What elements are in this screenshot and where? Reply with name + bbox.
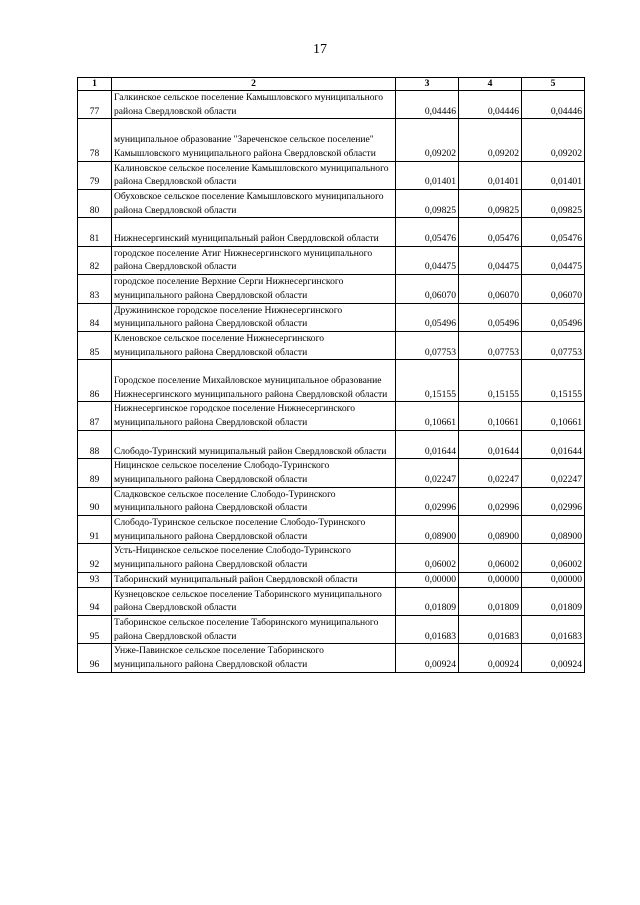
value-col-3: 0,06070: [396, 275, 459, 303]
page-number: 17: [313, 42, 327, 57]
table-row: [78, 360, 585, 402]
row-number: 93: [78, 572, 112, 587]
value-col-4: 0,02247: [459, 459, 522, 487]
municipality-name: Сладковское сельское поселение Слободо-Туринского муниципального района Свердловской области: [112, 487, 396, 515]
value-col-5: 0,02247: [522, 459, 585, 487]
value-col-5: 0,01401: [522, 161, 585, 189]
value-col-4: 0,06070: [459, 275, 522, 303]
table-row: [78, 516, 585, 544]
value-col-4: 0,00000: [459, 572, 522, 587]
municipality-name: Калиновское сельское поселение Камышловского муниципального района Свердловской области: [112, 161, 396, 189]
row-number: 85: [78, 331, 112, 359]
table-row: [78, 303, 585, 331]
data-table: [77, 77, 585, 673]
row-number: 82: [78, 246, 112, 274]
value-col-5: 0,05476: [522, 218, 585, 246]
value-col-4: 0,04475: [459, 246, 522, 274]
row-number: 90: [78, 487, 112, 515]
value-col-3: 0,00000: [396, 572, 459, 587]
value-col-4: 0,00924: [459, 644, 522, 672]
municipality-name: Слободо-Туринское сельское поселение Слободо-Туринского муниципального района Свердловской области: [112, 516, 396, 544]
value-col-5: 0,09202: [522, 119, 585, 161]
municipality-name: Кленовское сельское поселение Нижнесергинского муниципального района Свердловской области: [112, 331, 396, 359]
row-number: 80: [78, 189, 112, 217]
header-row: [78, 78, 585, 91]
value-col-3: 0,04475: [396, 246, 459, 274]
row-number: 88: [78, 430, 112, 458]
value-col-4: 0,08900: [459, 516, 522, 544]
table-row: [78, 91, 585, 119]
value-col-5: 0,02996: [522, 487, 585, 515]
municipality-name: Таборинское сельское поселение Таборинского муниципального района Свердловской области: [112, 615, 396, 643]
value-col-3: 0,07753: [396, 331, 459, 359]
municipality-name: Обуховское сельское поселение Камышловского муниципального района Свердловской области: [112, 189, 396, 217]
value-col-4: 0,09202: [459, 119, 522, 161]
row-number: 92: [78, 544, 112, 572]
table-row: [78, 587, 585, 615]
value-col-3: 0,00924: [396, 644, 459, 672]
row-number: 84: [78, 303, 112, 331]
row-number: 78: [78, 119, 112, 161]
value-col-3: 0,09825: [396, 189, 459, 217]
row-number: 87: [78, 402, 112, 430]
value-col-4: 0,10661: [459, 402, 522, 430]
municipality-name: Галкинское сельское поселение Камышловского муниципального района Свердловской области: [112, 91, 396, 119]
row-number: 79: [78, 161, 112, 189]
value-col-4: 0,05496: [459, 303, 522, 331]
value-col-5: 0,04475: [522, 246, 585, 274]
table-body: [78, 91, 585, 673]
municipality-name: Нижнесергинское городское поселение Нижнесергинского муниципального района Свердловской области: [112, 402, 396, 430]
value-col-3: 0,05496: [396, 303, 459, 331]
municipality-name: Кузнецовское сельское поселение Таборинского муниципального района Свердловской области: [112, 587, 396, 615]
value-col-3: 0,02996: [396, 487, 459, 515]
municipality-name: Таборинский муниципальный район Свердловской области: [112, 572, 396, 587]
row-number: 89: [78, 459, 112, 487]
municipality-name: Унже-Павинское сельское поселение Таборинского муниципального района Свердловской области: [112, 644, 396, 672]
value-col-4: 0,01809: [459, 587, 522, 615]
value-col-3: 0,08900: [396, 516, 459, 544]
value-col-4: 0,06002: [459, 544, 522, 572]
municipality-name: Дружининское городское поселение Нижнесергинского муниципального района Свердловской области: [112, 303, 396, 331]
table-row: [78, 246, 585, 274]
value-col-5: 0,10661: [522, 402, 585, 430]
column-header: 2: [112, 78, 396, 91]
column-header: 4: [459, 78, 522, 91]
value-col-3: 0,01683: [396, 615, 459, 643]
value-col-5: 0,07753: [522, 331, 585, 359]
value-col-4: 0,05476: [459, 218, 522, 246]
value-col-5: 0,00000: [522, 572, 585, 587]
table-row: [78, 161, 585, 189]
value-col-3: 0,01809: [396, 587, 459, 615]
value-col-5: 0,15155: [522, 360, 585, 402]
value-col-5: 0,04446: [522, 91, 585, 119]
row-number: 96: [78, 644, 112, 672]
value-col-4: 0,01401: [459, 161, 522, 189]
column-header: 5: [522, 78, 585, 91]
column-header: 3: [396, 78, 459, 91]
value-col-3: 0,06002: [396, 544, 459, 572]
table-row: [78, 275, 585, 303]
value-col-3: 0,01401: [396, 161, 459, 189]
value-col-4: 0,01683: [459, 615, 522, 643]
value-col-3: 0,02247: [396, 459, 459, 487]
value-col-4: 0,15155: [459, 360, 522, 402]
table-row: [78, 615, 585, 643]
value-col-5: 0,00924: [522, 644, 585, 672]
municipality-name: городское поселение Атиг Нижнесергинского муниципального района Свердловской области: [112, 246, 396, 274]
value-col-5: 0,01683: [522, 615, 585, 643]
value-col-5: 0,05496: [522, 303, 585, 331]
value-col-5: 0,01809: [522, 587, 585, 615]
table-row: [78, 487, 585, 515]
row-number: 86: [78, 360, 112, 402]
table-row: [78, 218, 585, 246]
municipality-name: Городское поселение Михайловское муниципальное образование Нижнесергинского муниципального района Свердловской области: [112, 360, 396, 402]
municipality-name: Ницинское сельское поселение Слободо-Туринского муниципального района Свердловской области: [112, 459, 396, 487]
value-col-5: 0,09825: [522, 189, 585, 217]
row-number: 95: [78, 615, 112, 643]
value-col-3: 0,10661: [396, 402, 459, 430]
row-number: 83: [78, 275, 112, 303]
row-number: 81: [78, 218, 112, 246]
value-col-3: 0,01644: [396, 430, 459, 458]
value-col-4: 0,04446: [459, 91, 522, 119]
value-col-3: 0,04446: [396, 91, 459, 119]
value-col-4: 0,02996: [459, 487, 522, 515]
table-row: [78, 119, 585, 161]
table-row: [78, 430, 585, 458]
row-number: 91: [78, 516, 112, 544]
table-row: [78, 544, 585, 572]
value-col-4: 0,09825: [459, 189, 522, 217]
value-col-4: 0,07753: [459, 331, 522, 359]
table-row: [78, 644, 585, 672]
value-col-3: 0,05476: [396, 218, 459, 246]
table-row: [78, 189, 585, 217]
value-col-5: 0,06070: [522, 275, 585, 303]
table-row: [78, 459, 585, 487]
row-number: 77: [78, 91, 112, 119]
row-number: 94: [78, 587, 112, 615]
municipality-name: Усть-Ницинское сельское поселение Слободо-Туринского муниципального района Свердловской области: [112, 544, 396, 572]
municipality-name: городское поселение Верхние Серги Нижнесергинского муниципального района Свердловской области: [112, 275, 396, 303]
value-col-5: 0,08900: [522, 516, 585, 544]
municipality-name: Нижнесергинский муниципальный район Свердловской области: [112, 218, 396, 246]
table-row: [78, 402, 585, 430]
value-col-3: 0,15155: [396, 360, 459, 402]
municipality-name: Слободо-Туринский муниципальный район Свердловской области: [112, 430, 396, 458]
table-row: [78, 572, 585, 587]
column-header: 1: [78, 78, 112, 91]
value-col-3: 0,09202: [396, 119, 459, 161]
table-row: [78, 331, 585, 359]
value-col-5: 0,01644: [522, 430, 585, 458]
municipality-name: муниципальное образование "Зареченское сельское поселение" Камышловского муниципального района Свердловской области: [112, 119, 396, 161]
value-col-5: 0,06002: [522, 544, 585, 572]
value-col-4: 0,01644: [459, 430, 522, 458]
